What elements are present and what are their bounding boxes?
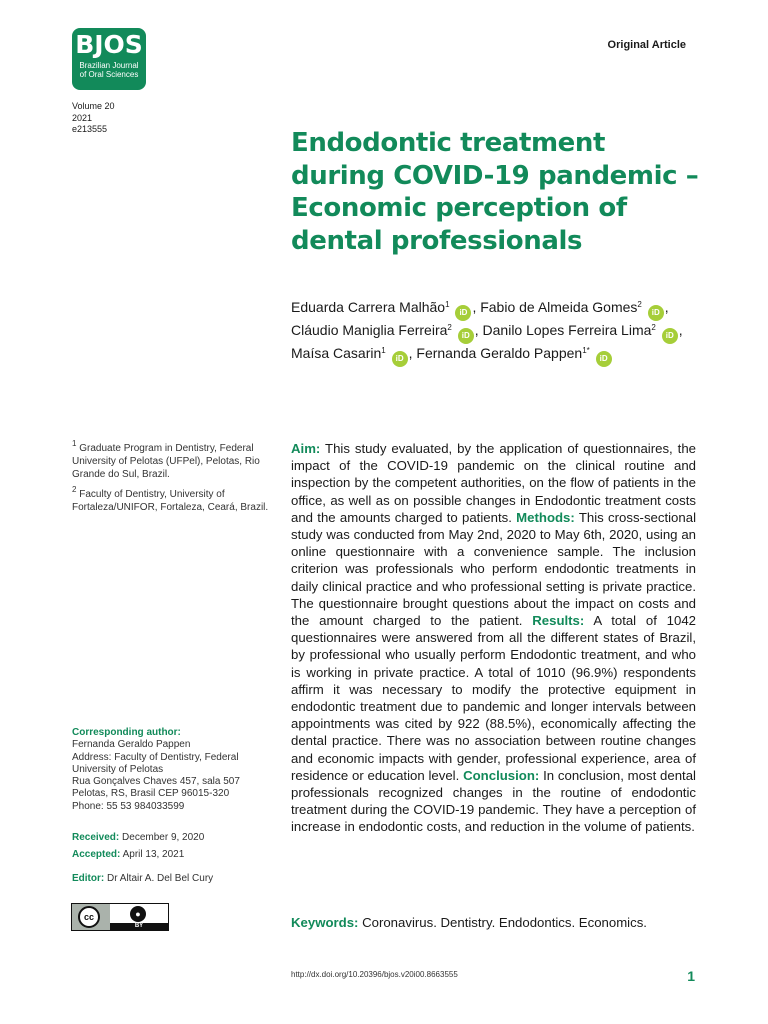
editor-label: Editor: (72, 873, 105, 884)
corresponding-author-city: Pelotas, RS, Brasil CEP 96015-320 (72, 788, 230, 800)
author-separator: , (664, 299, 669, 315)
aim-label: Aim: (291, 441, 321, 456)
author-name: Fernanda Geraldo Pappen (416, 345, 583, 361)
journal-logo-mark: BJOS (75, 30, 143, 59)
corresponding-author-name: Fernanda Geraldo Pappen (72, 739, 191, 751)
orcid-icon[interactable]: iD (596, 351, 612, 367)
by-label: BY (110, 923, 168, 930)
affiliation-text: Graduate Program in Dentistry, Federal University of Pelotas (UFPel), Pelotas, Rio Grande do Sul, Brazil. (72, 443, 260, 480)
author-separator: , (678, 322, 683, 338)
methods-text: This cross-sectional study was conducted from May 2nd, 2020 to May 6th, 2020, using an online questionnaire with a convenience sample. The inclusion criterion was professionals who perform endodontic treatments in daily clinical practice and who professional setting is private practice. The questionnaire brought questions about the impact on costs and the amount charged to the patient. (291, 509, 696, 629)
keywords (291, 915, 711, 930)
author-separator: , (408, 345, 417, 361)
cc-icon: cc (78, 906, 100, 928)
abstract (291, 440, 696, 836)
keywords-label: Keywords: (291, 915, 359, 930)
received-label: Received: (72, 832, 120, 843)
orcid-icon[interactable]: iD (458, 328, 474, 344)
affiliation-2 (72, 485, 272, 514)
orcid-icon[interactable]: iD (648, 305, 664, 321)
affiliation-sup: 2 (72, 485, 77, 494)
received-date (72, 829, 272, 846)
editor (72, 873, 282, 884)
article-id: e213555 (72, 124, 108, 134)
author-affiliation-sup: 1 (381, 346, 386, 355)
corresponding-author-street: Rua Gonçalves Chaves 457, sala 507 (72, 776, 240, 788)
author-affiliation-sup: 2 (637, 300, 642, 309)
affiliation-sup: 1 (72, 439, 77, 448)
author-affiliation-sup: 1* (582, 346, 590, 355)
author-name: Danilo Lopes Ferreira Lima (482, 322, 652, 338)
page-number: 1 (687, 968, 695, 984)
accepted-date (72, 846, 272, 863)
journal-logo (72, 28, 146, 90)
attribution-icon: ● (130, 906, 146, 922)
conclusion-text: In conclusion, most dental professionals recognized changes in the routine of endodontic treatment during the COVID-19 pandemic. They have a perception of increase in endodontic costs, and reduction in the volume of patients. (291, 767, 696, 835)
journal-logo-line2: of Oral Sciences (79, 70, 139, 79)
keywords-text: Coronavirus. Dentistry. Endodontics. Economics. (362, 915, 647, 930)
volume-year: 2021 (72, 112, 93, 123)
author-name: Cláudio Maniglia Ferreira (291, 322, 448, 338)
author-list (291, 298, 696, 367)
corresponding-author-address: Address: Faculty of Dentistry, Federal University of Pelotas (72, 751, 239, 775)
author-separator: , (474, 322, 483, 338)
cc-by-license-badge[interactable] (71, 903, 169, 931)
article-dates (72, 829, 272, 863)
author-name: Fabio de Almeida Gomes (480, 299, 638, 315)
editor-name: Dr Altair A. Del Bel Cury (107, 873, 214, 884)
cc-icon-panel (72, 904, 110, 930)
author-affiliation-sup: 2 (651, 323, 656, 332)
author-affiliation-sup: 2 (447, 323, 452, 332)
results-label: Results: (532, 613, 585, 629)
orcid-icon[interactable]: iD (662, 328, 678, 344)
conclusion-label: Conclusion: (463, 767, 540, 783)
article-type: Original Article (607, 39, 686, 51)
affiliation-1 (72, 439, 272, 481)
author-separator: , (472, 299, 481, 315)
volume-number: Volume 20 (72, 101, 115, 111)
orcid-icon[interactable]: iD (455, 305, 471, 321)
author-name: Maísa Casarin (291, 345, 382, 361)
results-text: A total of 1042 questionnaires were answered from all the different states of Brazil, by professional who usually perform Endodontic treatment, and who is working in private practice. A total of 1010 (96.9%) respondents affirm it was necessary to modify the protective equipment in endodontic treatment due to pandemic and longer intervals between appointments was cited by 922 (88.5%), economically affecting the dental practice. There was no association between routine changes and economic impacts with gender, professional experience, area of residence or education level. (291, 613, 697, 783)
methods-label: Methods: (516, 509, 575, 525)
accepted-value: April 13, 2021 (122, 849, 185, 860)
received-value: December 9, 2020 (122, 832, 205, 843)
affiliation-text: Faculty of Dentistry, University of Fortaleza/UNIFOR, Fortaleza, Ceará, Brazil. (72, 489, 269, 513)
corresponding-author (72, 727, 272, 813)
by-icon-panel (110, 904, 168, 930)
author-affiliation-sup: 1 (445, 300, 450, 309)
accepted-label: Accepted: (72, 849, 121, 860)
journal-logo-line1: Brazilian Journal (79, 61, 139, 70)
aim-text: This study evaluated, by the application of questionnaires, the impact of the COVID-19 pandemic on the clinical routine and inspection by the competent authorities, on the flow of patients in the office, as well as on possible changes in Endodontic treatment costs and the amounts charged to patients. (291, 441, 696, 525)
corresponding-author-label: Corresponding author: (72, 727, 181, 738)
doi-link[interactable]: http://dx.doi.org/10.20396/bjos.v20i00.8663555 (291, 970, 458, 979)
volume-info (72, 101, 115, 136)
article-title: Endodontic treatment during COVID-19 pandemic – Economic perception of dental professionals (291, 128, 699, 256)
corresponding-author-phone: Phone: 55 53 984033599 (72, 800, 185, 812)
author-name: Eduarda Carrera Malhão (291, 299, 446, 315)
orcid-icon[interactable]: iD (392, 351, 408, 367)
